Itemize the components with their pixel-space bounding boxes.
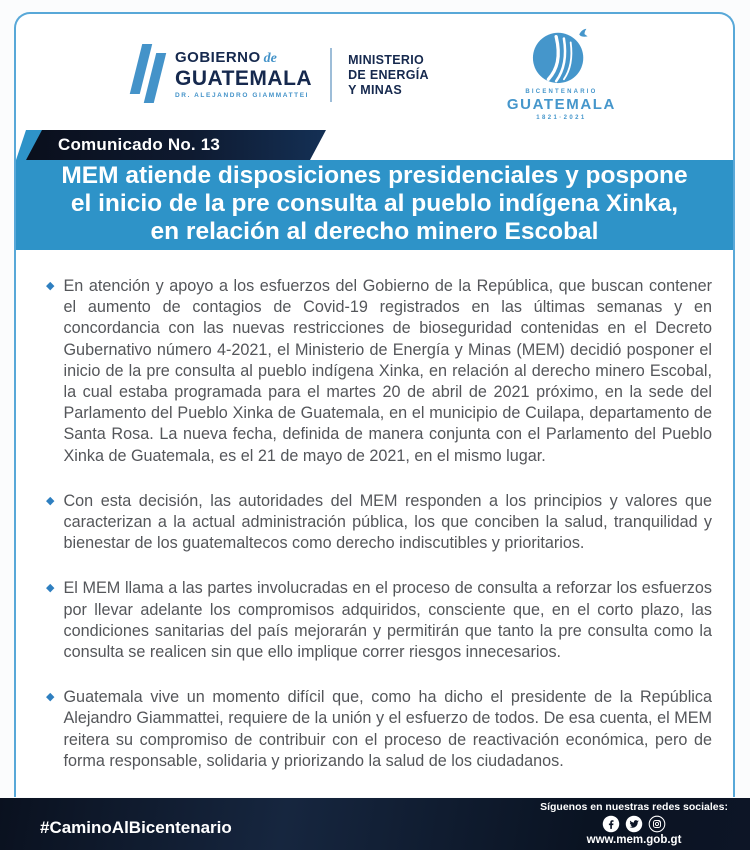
social-icons-row <box>540 815 728 833</box>
bullet-item-2 <box>46 491 712 555</box>
president-name: DR. ALEJANDRO GIAMMATTEI <box>174 92 310 100</box>
diamond-bullet-icon: ◆ <box>46 280 55 292</box>
diamond-bullet-icon: ◆ <box>46 494 55 507</box>
gobierno-de-word: de <box>263 51 277 67</box>
website-link[interactable]: www.mem.gob.gt <box>586 834 682 846</box>
bullet-text-2: Con esta decisión, las autoridades del MEM responden a los principios y valores que caracterizan a la actual administración pública, los que conciben la salud, tranquilidad y bienestar de los guatemaltecos como derecho indiscutibles y prioritarios. <box>63 491 712 553</box>
headline-line-1: MEM atiende disposiciones presidenciales y pospone <box>61 162 688 189</box>
headline-line-2: el inicio de la pre consulta al pueblo indígena Xinka, <box>70 190 679 217</box>
headline-banner <box>16 160 733 250</box>
bicentenario-swirl-icon <box>530 26 592 86</box>
bicentenario-logo <box>507 26 616 121</box>
facebook-icon[interactable] <box>602 815 620 833</box>
footer-bar <box>0 798 750 850</box>
bicentenario-label: BICENTENARIO <box>525 88 598 95</box>
instagram-icon[interactable] <box>648 815 666 833</box>
footer-hashtag: #CaminoAlBicentenario <box>40 818 232 837</box>
headline-line-3: en relación al derecho minero Escobal <box>150 218 599 245</box>
social-label: Síguenos en nuestras redes sociales: <box>540 800 728 813</box>
bullet-text-3: El MEM llama a las partes involucradas en el proceso de consulta a reforzar los esfuerzos por llevar adelante los compromisos adquiridos, consciente que, en el corto plazo, las condiciones sanitarias del país mejorarán y permitirán que tanto la pre consulta como la consulta se realicen sin que ello implique correr riesgos innecesarios. <box>63 579 712 662</box>
gobierno-de-guatemala-logo <box>133 44 312 106</box>
bullet-item-1 <box>46 276 712 467</box>
footer-social-block <box>540 802 728 847</box>
logo-divider <box>330 48 332 102</box>
comunicado-ribbon <box>16 130 733 160</box>
bullet-text-1: En atención y apoyo a los esfuerzos del Gobierno de la República, que buscan contener el aumento de contagios de Covid-19 registrados en las últimas semanas y en concordancia con las nuevas restricciones de bioseguridad contenidas en el Decreto Gubernativo número 4-2021, el Ministerio de Energía y Minas (MEM) decidió posponer el inicio de la pre consulta al pueblo indígena Xinka, en relación al derecho minero Escobal, la cual estaba programada para el martes 20 de abril de 2021 próximo, en la sede del Parlamento del Pueblo Xinka de Guatemala, en el municipio de Cuilapa, departamento de Santa Rosa. La nueva fecha, definida de manera conjunta con el Parlamento del Pueblo Xinka de Guatemala, es el 21 de mayo de 2021, en el mismo lugar. <box>63 277 712 465</box>
bullet-item-3 <box>46 578 712 663</box>
bullet-item-4 <box>46 687 712 772</box>
twitter-icon[interactable] <box>625 815 643 833</box>
bicentenario-guatemala: GUATEMALA <box>506 95 616 113</box>
gobierno-word: GOBIERNO <box>174 49 261 67</box>
diamond-bullet-icon: ◆ <box>46 582 55 595</box>
header-logos <box>16 14 733 121</box>
press-release-card <box>14 12 735 797</box>
diamond-bullet-icon: ◆ <box>46 691 55 704</box>
bullet-text-4: Guatemala vive un momento difícil que, como ha dicho el presidente de la República Alejandro Giammattei, requiere de la unión y el esfuerzo de todos. De esa cuenta, el MEM reitera su compromiso de contribuir con el proceso de reactivación económica, pero de forma responsable, solidaria y priorizando la salud de los ciudadanos. <box>63 688 712 770</box>
press-release-body <box>16 250 733 817</box>
ministerio-wordmark: MINISTERIO DE ENERGÍA Y MINAS <box>348 52 429 97</box>
gobierno-bars-icon <box>133 44 163 106</box>
bicentenario-years: 1821·2021 <box>536 114 587 121</box>
guatemala-word: GUATEMALA <box>174 67 313 91</box>
comunicado-number: Comunicado No. 13 <box>58 135 221 154</box>
